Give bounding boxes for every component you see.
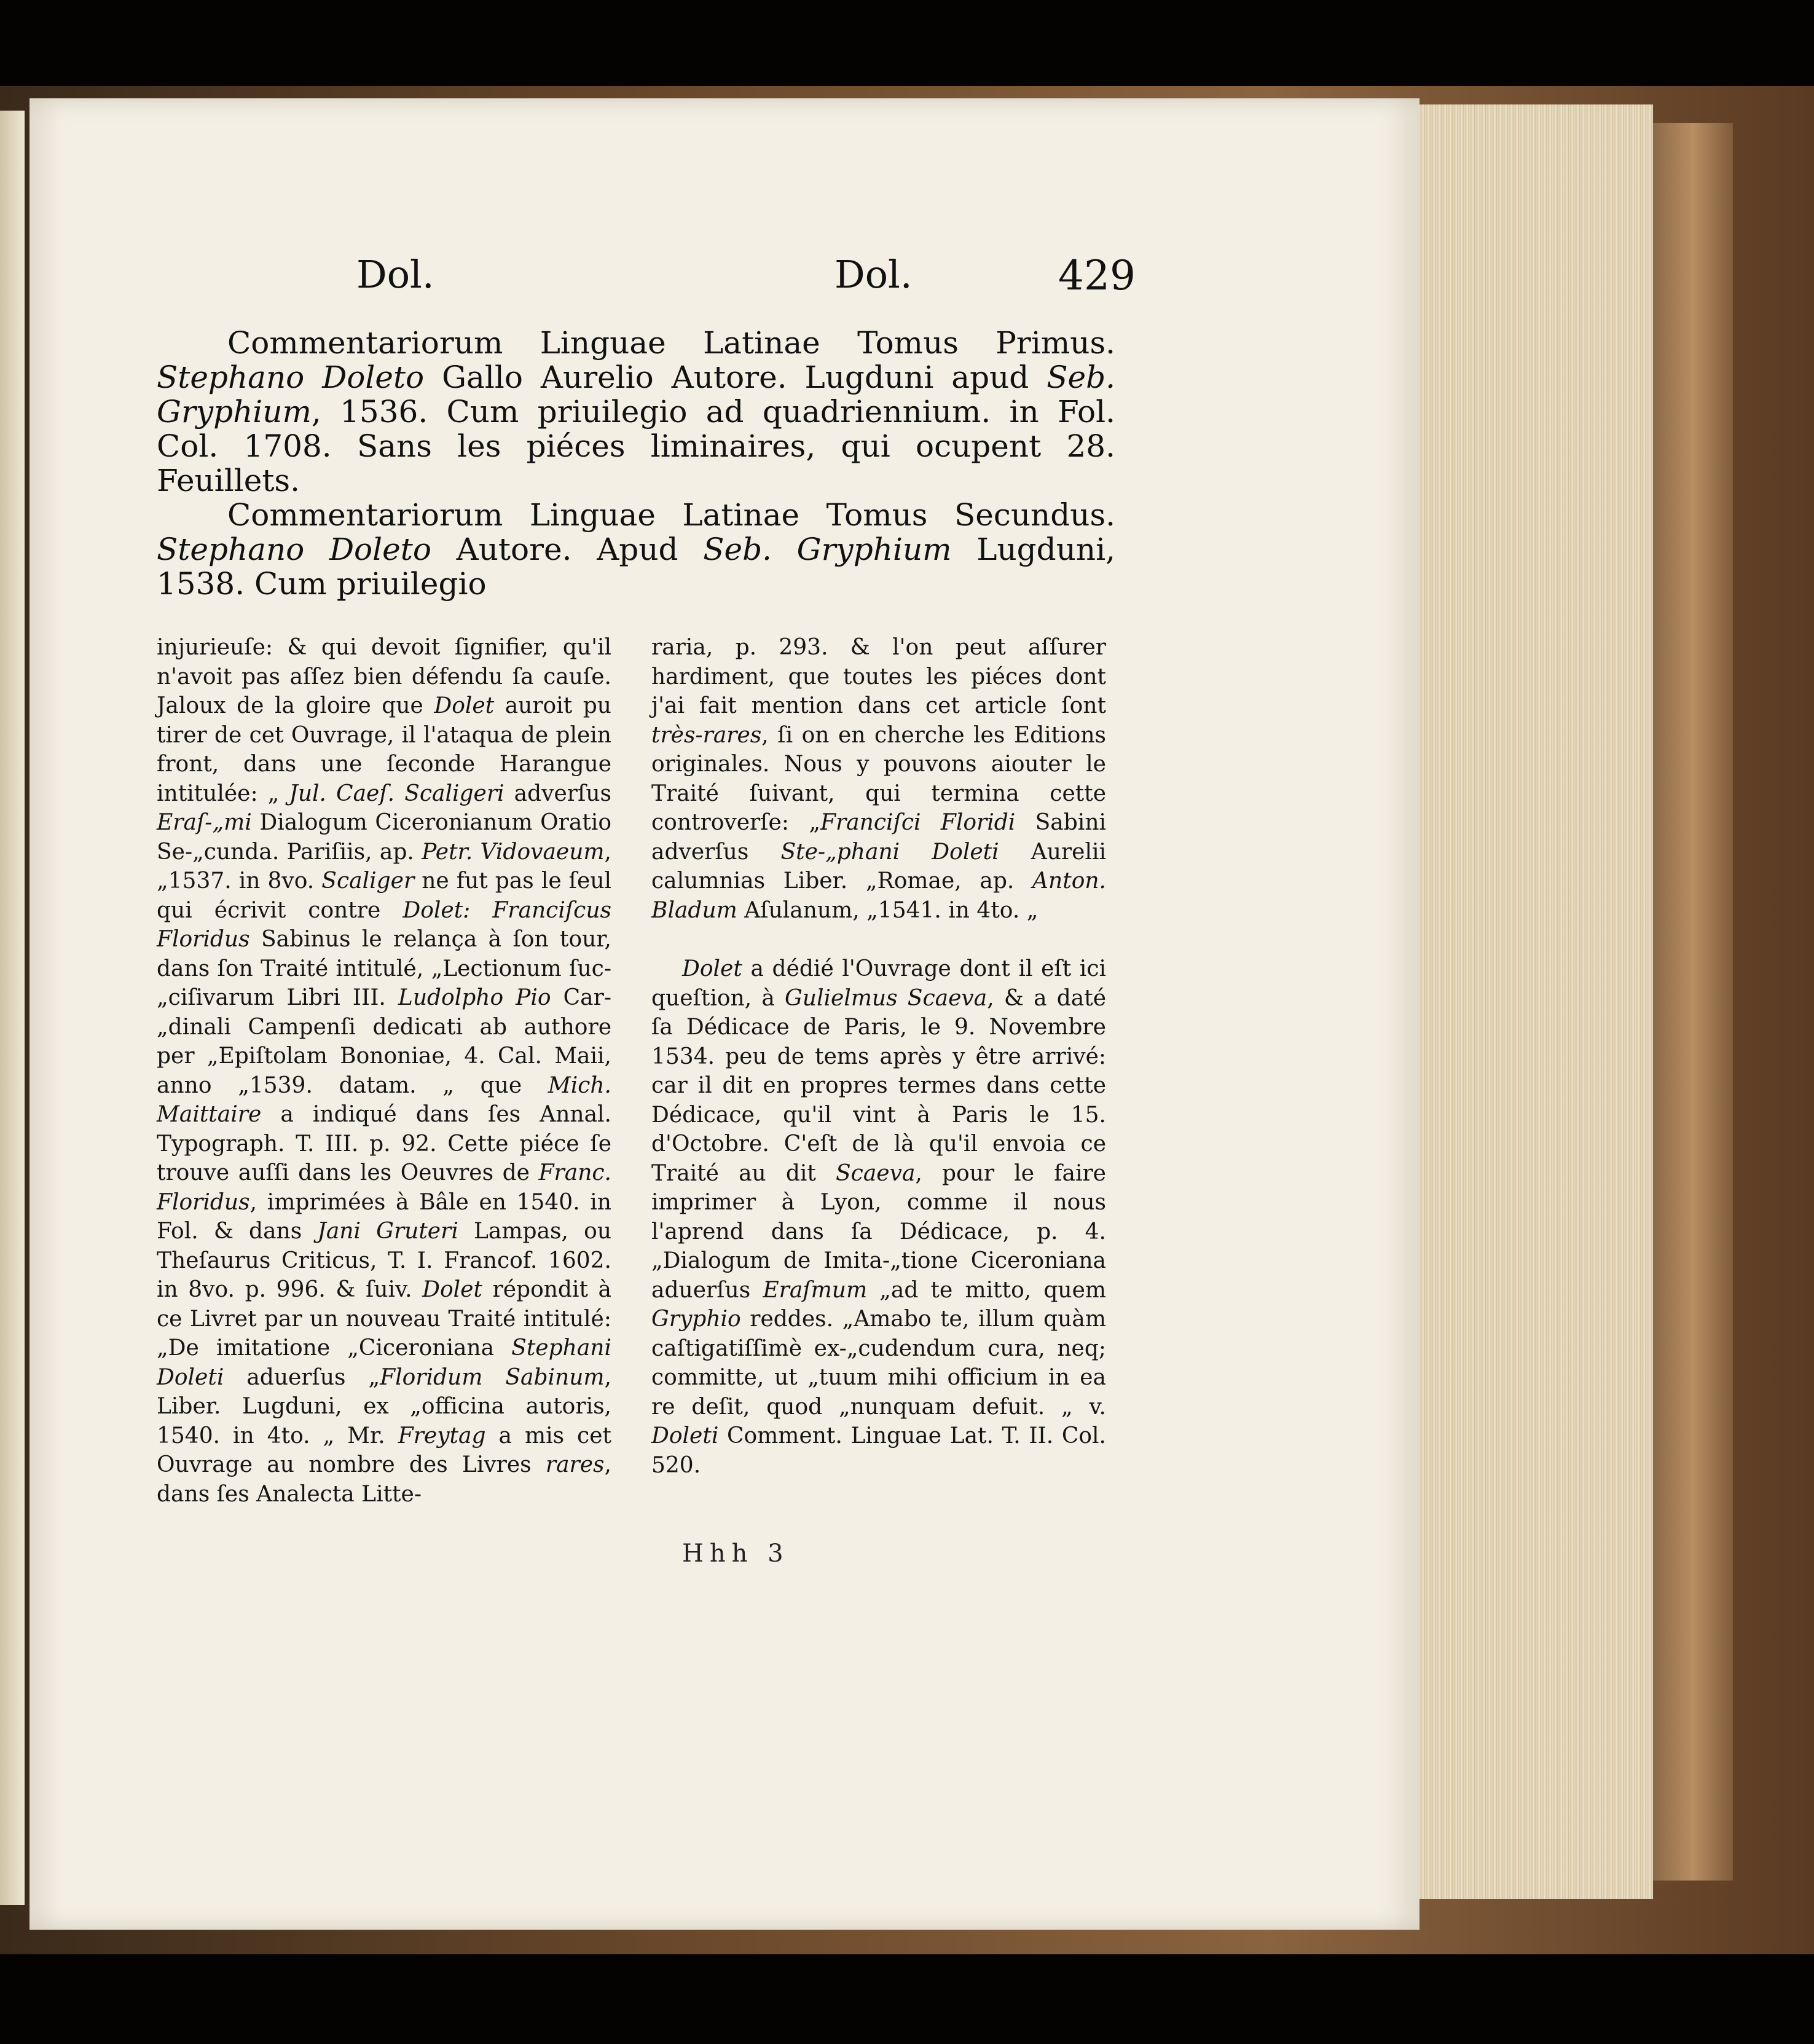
signature-mark: Hhh 3 xyxy=(682,1539,790,1568)
running-head-left: Dol. xyxy=(356,252,434,297)
page-edges xyxy=(1419,104,1653,1899)
left-column xyxy=(157,633,611,1509)
cover-edge xyxy=(1653,123,1733,1881)
entry-tomus-primus: Commentariorum Linguae Latinae Tomus Primus. Stephano Doleto Gallo Aurelio Autore. Lugduni apud Seb. Gryphium, 1536. Cum priuilegio ad quadriennium. in Fol. Col. 1708. Sans les piéces liminaires, qui ocupent 28. Feuillets. xyxy=(157,325,1115,498)
running-head-center: Dol. xyxy=(834,252,913,297)
left-column-paragraph: injurieuſe: & qui devoit ſignifier, qu'il n'avoit pas aſſez bien défendu ſa cauſe. Jaloux de la gloire que Dolet auroit pu tirer de cet Ouvrage, il l'ataqua de plein front, dans une ſeconde Harangue intitulée: „ Jul. Caeſ. Scaligeri adverſus Eraſ-„mi Dialogum Ciceronianum Oratio Se-„cunda. Pariſiis, ap. Petr. Vidovaeum, „1537. in 8vo. Scaliger ne fut pas le ſeul qui écrivit contre Dolet: Franciſcus Floridus Sabinus le relança à ſon tour, dans ſon Traité intitulé, „Lectionum ſuc-„ciſivarum Libri III. Ludolpho Pio Car-„dinali Campenſi dedicati ab authore per „Epiſtolam Bononiae, 4. Cal. Maii, anno „1539. datam. „ que Mich. Maittaire a indiqué dans ſes Annal. Typograph. T. III. p. 92. Cette piéce ſe trouve auſſi dans les Oeuvres de Franc. Floridus, imprimées à Bâle en 1540. in Fol. & dans Jani Gruteri Lampas, ou Theſaurus Criticus, T. I. Francof. 1602. in 8vo. p. 996. & ſuiv. Dolet répondit à ce Livret par un nouveau Traité intitulé: „De imitatione „Ciceroniana Stephani Doleti aduerſus „Floridum Sabinum, Liber. Lugduni, ex „officina autoris, 1540. in 4to. „ Mr. Freytag a mis cet Ouvrage au nombre des Livres rares, dans ſes Analecta Litte- xyxy=(157,635,612,1507)
right-column xyxy=(651,633,1106,1480)
page-number: 429 xyxy=(1058,252,1136,299)
right-column-paragraph-2: Dolet a dédié l'Ouvrage dont il eſt ici queſtion, à Gulielmus Scaeva, & a daté ſa Dédicace de Paris, le 9. Novembre 1534. peu de tems après y être arrivé: car il dit en propres termes dans cette Dédicace, qu'il vint à Paris le 15. d'Octobre. C'eſt de là qu'il envoia ce Traité au dit Scaeva, pour le faire imprimer à Lyon, comme il nous l'aprend dans ſa Dédicace, p. 4. „Dialogum de Imita-„tione Ciceroniana aduerſus Eraſmum „ad te mitto, quem Gryphio reddes. „Amabo te, illum quàm caſtigatiſſimè ex-„cudendum cura, neq; committe, ut „tuum mihi officium in ea re deſit, quod „nunquam defuit. „ v. Doleti Comment. Linguae Lat. T. II. Col. 520. xyxy=(651,956,1107,1478)
left-page-edge xyxy=(0,111,25,1905)
entry-tomus-secundus: Commentariorum Linguae Latinae Tomus Secundus. Stephano Doleto Autore. Apud Seb. Gryphium Lugduni, 1538. Cum priuilegio xyxy=(157,497,1115,602)
right-column-paragraph-1: raria, p. 293. & l'on peut aſſurer hardiment, que toutes les piéces dont j'ai fait mention dans cet article ſont très-rares, ſi on en cherche les Editions originales. Nous y pouvons aiouter le Traité ſuivant, qui termina cette controverſe: „Franciſci Floridi Sabini adverſus Ste-„phani Doleti Aurelii calumnias Liber. „Romae, ap. Anton. Bladum Aſulanum, „1541. in 4to. „ xyxy=(651,635,1107,923)
